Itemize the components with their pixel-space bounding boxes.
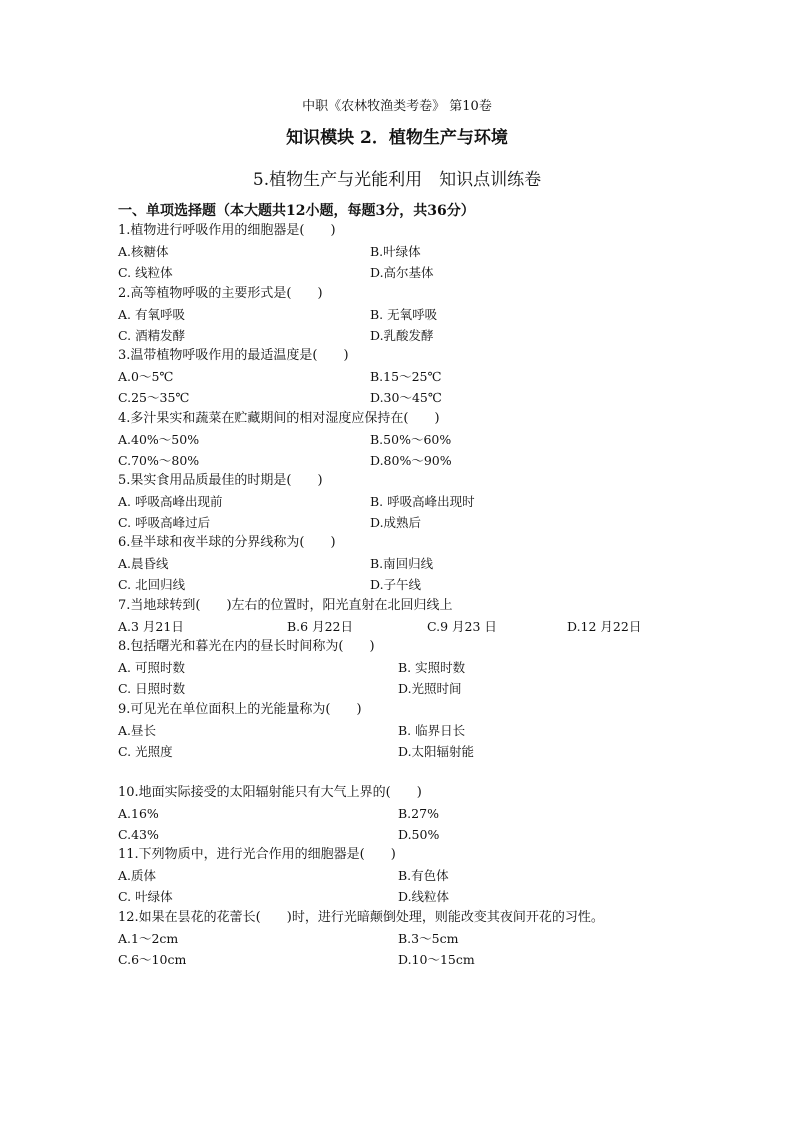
- q1-option-c: C. 线粒体: [118, 265, 173, 280]
- q2-option-a: A. 有氧呼吸: [118, 307, 185, 322]
- q4-option-b: B.50%～60%: [370, 432, 452, 447]
- q10-option-c: C.43%: [118, 827, 159, 842]
- question-11: 11.下列物质中，进行光合作用的细胞器是( ): [118, 847, 396, 862]
- q10-option-a: A.16%: [118, 806, 159, 821]
- q12-option-a: A.1～2cm: [118, 931, 179, 946]
- q6-option-b: B.南回归线: [370, 556, 434, 571]
- q5-option-c: C. 呼吸高峰过后: [118, 515, 211, 530]
- q8-option-d: D.光照时间: [398, 681, 462, 696]
- q1-option-b: B.叶绿体: [370, 244, 421, 259]
- series-title: 中职《农林牧渔类考卷》 第10卷: [302, 99, 492, 114]
- q7-option-a: A.3 月21日: [118, 619, 184, 634]
- q11-option-b: B.有色体: [398, 868, 449, 883]
- q7-option-c: C.9 月23 日: [427, 619, 497, 634]
- question-2: 2.高等植物呼吸的主要形式是( ): [118, 286, 323, 301]
- q8-option-c: C. 日照时数: [118, 681, 186, 696]
- module-title: 知识模块 2．植物生产与环境: [286, 128, 508, 148]
- question-9: 9.可见光在单位面积上的光能量称为( ): [118, 702, 362, 717]
- q3-option-a: A.0～5℃: [118, 369, 174, 384]
- q5-option-d: D.成熟后: [370, 515, 422, 530]
- q6-option-a: A.晨昏线: [118, 556, 169, 571]
- unit-title: 5.植物生产与光能利用 知识点训练卷: [252, 170, 542, 190]
- q5-option-a: A. 呼吸高峰出现前: [118, 494, 223, 509]
- q4-option-c: C.70%～80%: [118, 453, 200, 468]
- q12-option-d: D.10～15cm: [398, 952, 475, 967]
- question-5: 5.果实食用品质最佳的时期是( ): [118, 473, 323, 488]
- question-3: 3.温带植物呼吸作用的最适温度是( ): [118, 348, 349, 363]
- q7-option-b: B.6 月22日: [287, 619, 353, 634]
- q4-option-d: D.80%～90%: [370, 453, 452, 468]
- q4-option-a: A.40%～50%: [118, 432, 200, 447]
- question-12: 12.如果在昙花的花蕾长( )时，进行光暗颠倒处理，则能改变其夜间开花的习性。: [118, 910, 604, 925]
- question-1: 1.植物进行呼吸作用的细胞器是( ): [118, 223, 336, 238]
- q10-option-d: D.50%: [398, 827, 440, 842]
- question-6: 6.昼半球和夜半球的分界线称为( ): [118, 535, 336, 550]
- q2-option-c: C. 酒精发酵: [118, 328, 186, 343]
- q11-option-c: C. 叶绿体: [118, 889, 173, 904]
- q9-option-c: C. 光照度: [118, 744, 173, 759]
- q11-option-d: D.线粒体: [398, 889, 450, 904]
- q1-option-d: D.高尔基体: [370, 265, 434, 280]
- q2-option-d: D.乳酸发酵: [370, 328, 434, 343]
- question-7: 7.当地球转到( )左右的位置时，阳光直射在北回归线上: [118, 598, 453, 613]
- question-4: 4.多汁果实和蔬菜在贮藏期间的相对湿度应保持在( ): [118, 411, 440, 426]
- q12-option-b: B.3～5cm: [398, 931, 459, 946]
- q10-option-b: B.27%: [398, 806, 439, 821]
- q9-option-d: D.太阳辐射能: [398, 744, 475, 759]
- q8-option-b: B. 实照时数: [398, 660, 466, 675]
- q9-option-b: B. 临界日长: [398, 723, 466, 738]
- q6-option-d: D.子午线: [370, 577, 422, 592]
- question-8: 8.包括曙光和暮光在内的昼长时间称为( ): [118, 639, 375, 654]
- q3-option-d: D.30～45℃: [370, 390, 442, 405]
- section-title: 一、单项选择题（本大题共12小题，每题3分，共36分）: [118, 203, 475, 219]
- q7-option-d: D.12 月22日: [567, 619, 642, 634]
- q2-option-b: B. 无氧呼吸: [370, 307, 438, 322]
- q5-option-b: B. 呼吸高峰出现时: [370, 494, 475, 509]
- q3-option-b: B.15～25℃: [370, 369, 442, 384]
- q6-option-c: C. 北回归线: [118, 577, 186, 592]
- q9-option-a: A.昼长: [118, 723, 157, 738]
- question-10: 10.地面实际接受的太阳辐射能只有大气上界的( ): [118, 785, 422, 800]
- q8-option-a: A. 可照时数: [118, 660, 185, 675]
- q11-option-a: A.质体: [118, 868, 157, 883]
- q12-option-c: C.6～10cm: [118, 952, 187, 967]
- q1-option-a: A.核糖体: [118, 244, 169, 259]
- q3-option-c: C.25～35℃: [118, 390, 190, 405]
